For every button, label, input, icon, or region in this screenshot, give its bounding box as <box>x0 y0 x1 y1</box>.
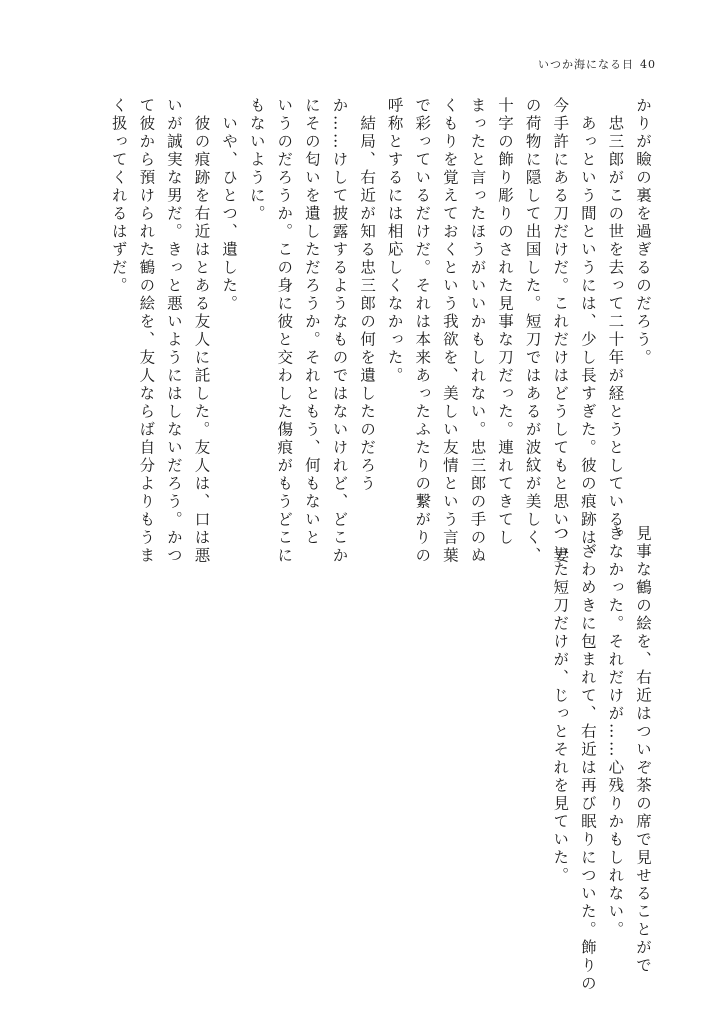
running-header <box>538 56 656 72</box>
text-line: 見事な鶴の絵を、右近はついぞ茶の席で見せることがで <box>634 525 652 975</box>
text-line: にその匂いを遺しただろうか。それともう、何もないと <box>302 97 321 547</box>
text-line: 今手許にある刀だけだ。これだけはどうしてもと思い、妻 <box>551 97 570 565</box>
text-line: ざわめきに包まれて、右近は再び眠りについた。飾りの <box>578 525 597 993</box>
text-line: か……けして披露するようなものではないけれど、どこか <box>330 97 349 565</box>
text-line: 呼称とするには相応しくなかった。 <box>385 97 404 385</box>
text-line: くもりを覚えておくという我欲を、美しい友情という言葉 <box>440 97 459 565</box>
lower-text-block <box>546 525 656 993</box>
text-line: く扱ってくれるはずだ。 <box>109 97 128 295</box>
text-line: で彩っているだけだ。それは本来あったふたりの繋がりの <box>413 97 432 565</box>
text-line: かりが瞼の裏を過ぎるのだろう。 <box>634 97 652 367</box>
page-number: 40 <box>640 58 656 71</box>
text-line: 忠三郎がこの世を去って二十年が経とうとしている。 <box>606 97 625 547</box>
text-line: もないように。 <box>247 97 266 223</box>
text-line: まったと言ったほうがいいかもしれない。忠三郎の手のぬ <box>468 97 487 565</box>
text-line: ついた短刀だけが、じっとそれを見ていた。 <box>551 525 570 885</box>
text-line: あっという間というには、少し長すぎた。彼の痕跡は、 <box>578 97 597 565</box>
upper-text-block <box>104 97 656 565</box>
text-line: て彼から預けられた鶴の絵を、友人ならば自分よりもうま <box>137 97 156 565</box>
text-line: 結局、右近が知る忠三郎の何を遺したのだろう <box>358 97 377 493</box>
text-line: いが誠実な男だ。きっと悪いようにはしないだろう。かつ <box>164 97 183 565</box>
book-title: いつか海になる日 <box>538 58 634 71</box>
text-line: きなかった。それだけが……心残りかもしれない。 <box>606 525 625 939</box>
text-line: いうのだろうか。この身に彼と交わした傷痕がもうどこに <box>275 97 294 565</box>
text-line: 十字の飾り彫りのされた見事な刀だった。連れてきてし <box>496 97 515 547</box>
text-line: いや、ひとつ、遺した。 <box>220 97 239 313</box>
text-line: の荷物に隠して出国した。短刀ではあるが波紋が美しく、 <box>523 97 542 565</box>
text-line: 彼の痕跡を右近はとある友人に託した。友人は、口は悪 <box>192 97 211 565</box>
